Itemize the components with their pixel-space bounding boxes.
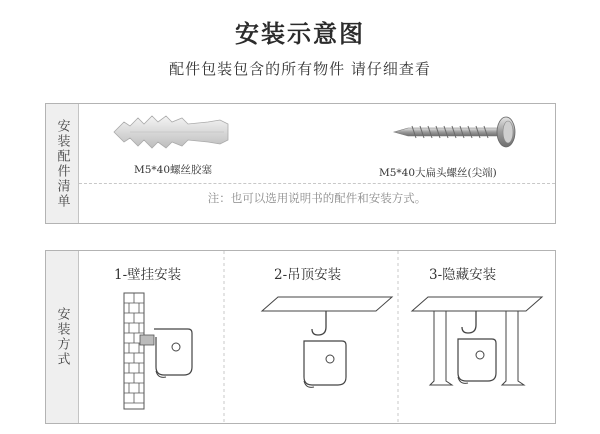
parts-panel xyxy=(45,103,556,224)
parts-note: 注：也可以选用说明书的配件和安装方式。 xyxy=(207,191,427,205)
wall-mount-icon xyxy=(120,289,220,414)
screw-icon xyxy=(386,114,526,150)
method-1-label: 1-壁挂安装 xyxy=(114,267,182,283)
method-3-label: 3-隐藏安装 xyxy=(429,267,497,283)
ceiling-mount-icon xyxy=(256,293,396,411)
wall-plug-caption: M5*40螺丝胶塞 xyxy=(134,164,213,176)
dashed-divider xyxy=(79,183,555,184)
parts-section-label: 安装配件清单 xyxy=(54,118,70,209)
page-title: 安装示意图 xyxy=(235,20,365,48)
method-2-label: 2-吊顶安装 xyxy=(274,267,342,283)
wall-plug-icon xyxy=(108,112,238,152)
screw-caption: M5*40大扁头螺丝(尖端) xyxy=(379,167,497,179)
page-subtitle: 配件包装包含的所有物件 请仔细查看 xyxy=(169,60,431,78)
hidden-mount-icon xyxy=(408,293,548,411)
parts-sidebar xyxy=(46,104,79,223)
methods-panel xyxy=(45,250,556,424)
methods-section-label: 安装方式 xyxy=(54,307,70,367)
